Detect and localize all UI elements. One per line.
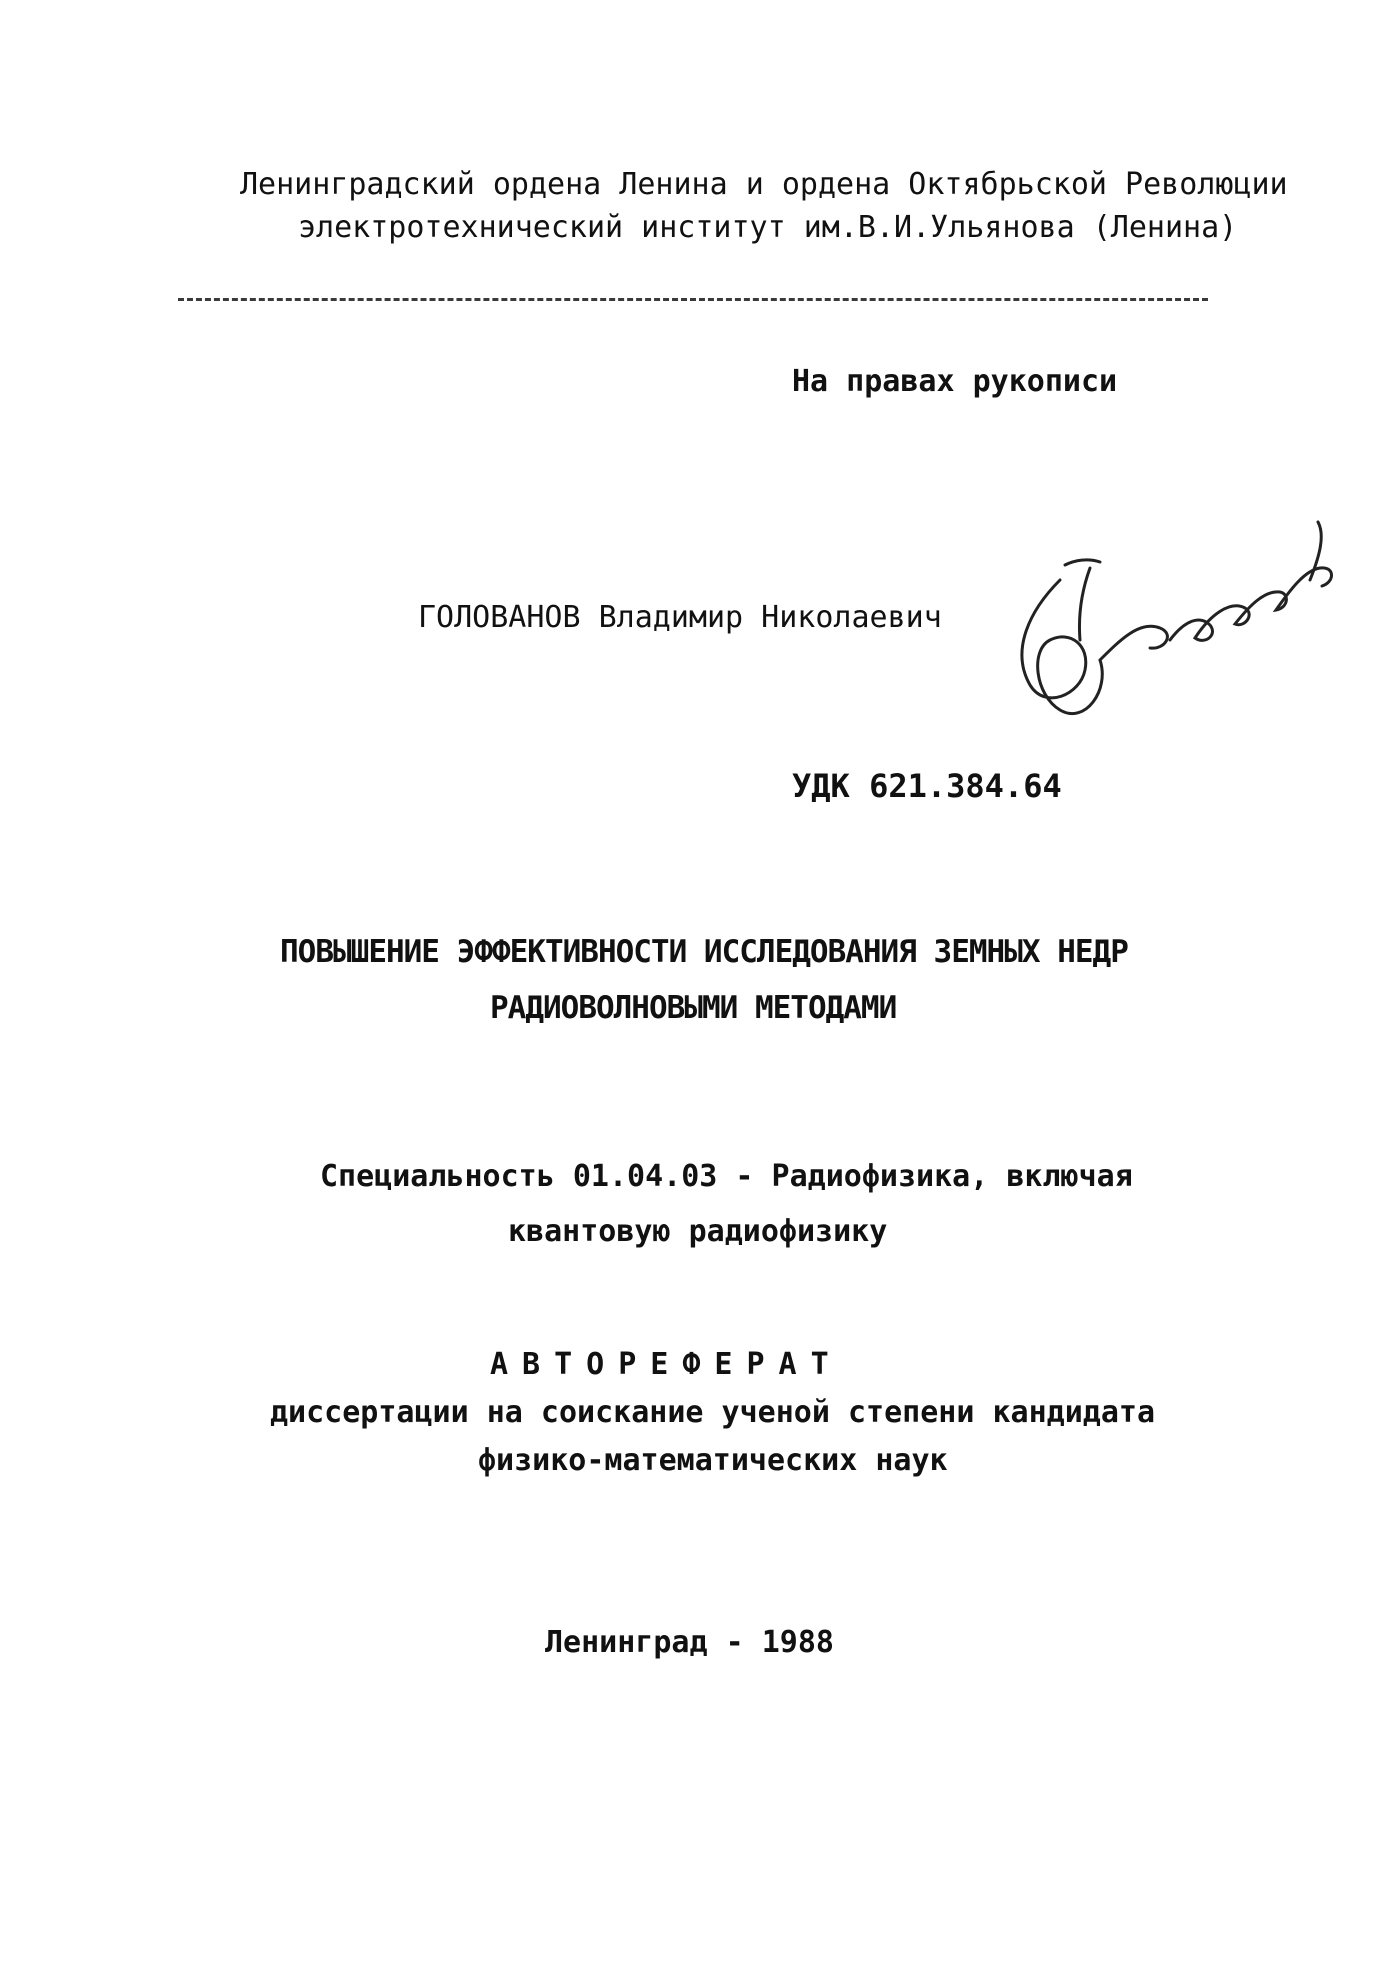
institute-line-1: Ленинградский ордена Ленина и ордена Октябрьской Революции [240,167,1288,202]
specialty-line-2: квантовую радиофизику [508,1214,888,1249]
institute-line-2: электротехнический институт им.В.И.Ульянова (Ленина) [298,210,1238,245]
author-name: ГОЛОВАНОВ Владимир Николаевич [418,600,942,635]
abstract-line-1: диссертации на соискание ученой степени кандидата [270,1395,1156,1430]
signature-stroke-v [1065,560,1100,640]
abstract-line-2: физико-математических наук [478,1443,948,1478]
specialty-line-1: Специальность 01.04.03 - Радиофизика, включая [320,1159,1133,1194]
abstract-heading: АВТОРЕФЕРАТ [490,1347,843,1382]
dissertation-title-line-2: РАДИОВОЛНОВЫМИ МЕТОДАМИ [490,990,897,1026]
udc-code: УДК 621.384.64 [792,767,1062,805]
author-signature [990,520,1350,740]
signature-stroke-initial [1022,580,1102,714]
rights-note: На правах рукописи [792,364,1118,399]
dissertation-title-line-1: ПОВЫШЕНИЕ ЭФФЕКТИВНОСТИ ИССЛЕДОВАНИЯ ЗЕМНЫХ НЕДР [280,934,1128,970]
signature-stroke-word [1100,568,1332,660]
place-and-year: Ленинград - 1988 [545,1625,834,1660]
header-divider [178,298,1208,301]
